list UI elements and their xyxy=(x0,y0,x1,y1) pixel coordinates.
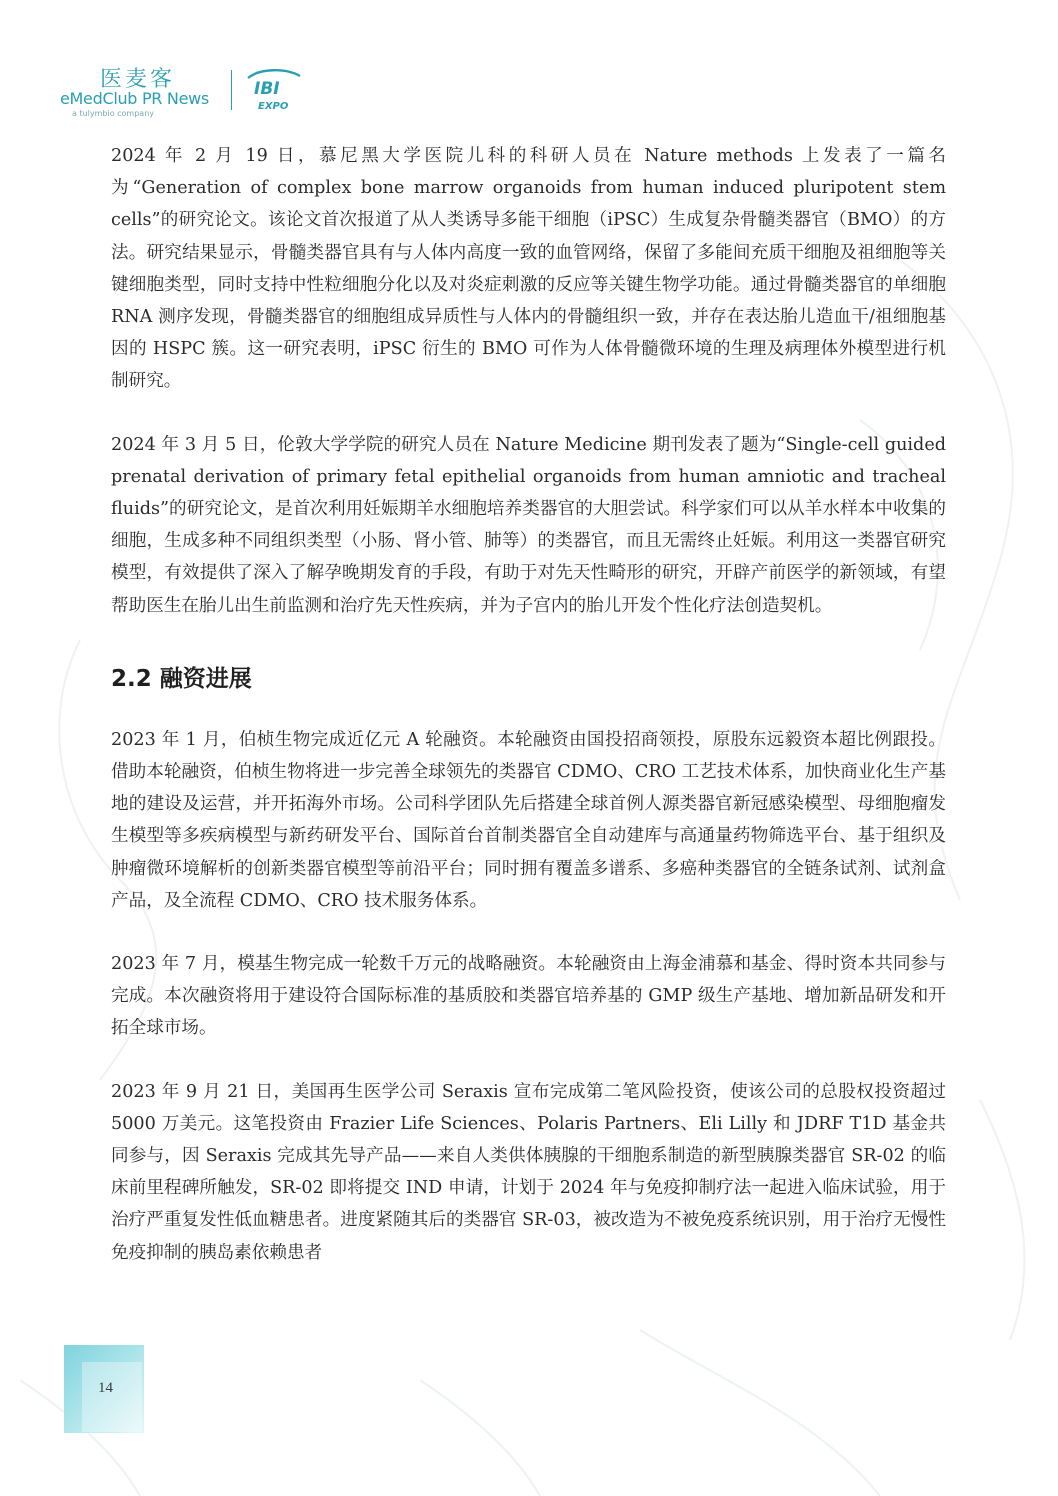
main-content xyxy=(111,140,946,1269)
paragraph-financing-jul: 2023 年 7 月，模基生物完成一轮数千万元的战略融资。本轮融资由上海金浦慕和基金、得时资本共同参与完成。本次融资将用于建设符合国际标准的基质胶和类器官培养基的 GMP 级生产基地、增加新品研发和开拓全球市场。 xyxy=(111,954,946,1039)
logo-subtitle: a tulymbio company xyxy=(72,109,155,118)
page-number-decor-inner xyxy=(82,1362,142,1432)
logo-chinese-name: 医麦客 xyxy=(100,67,176,92)
paragraph-bone-marrow-organoids: 2024 年 2 月 19 日，慕尼黑大学医院儿科的科研人员在 Nature methods 上发表了一篇名为“Generation of complex bone marrow organoids from human induced pluripotent stem cells”的研究论文。该论文首次报道了从人类诱导多能干细胞（iPSC）生成复杂骨髓类器官（BMO）的方法。研究结果显示，骨髓类器官具有与人体内高度一致的血管网络，保留了多能间充质干细胞及祖细胞等关键细胞类型，同时支持中性粒细胞分化以及对炎症刺激的反应等关键生物学功能。通过骨髓类器官的单细胞 RNA 测序发现，骨髓类器官的细胞组成异质性与人体内的骨髓组织一致，并存在表达胎儿造血干/祖细胞基因的 HSPC 簇。这一研究表明，iPSC 衍生的 BMO 可作为人体骨髓微环境的生理及病理体外模型进行机制研究。 xyxy=(111,146,946,392)
paragraph-financing-sep: 2023 年 9 月 21 日，美国再生医学公司 Seraxis 宣布完成第二笔风险投资，使该公司的总股权投资超过 5000 万美元。这笔投资由 Frazier Life Sciences、Polaris Partners、Eli Lilly 和 JDRF T1D 基金共同参与，因 Seraxis 完成其先导产品——来自人类供体胰腺的干细胞系制造的新型胰腺类器官 SR-02 的临床前里程碑所触发，SR-02 即将提交 IND 申请，计划于 2024 年与免疫抑制疗法一起进入临床试验，用于治疗严重复发性低血糖患者。进度紧随其后的类器官 SR-03，被改造为不被免疫系统识别，用于治疗无慢性免疫抑制的胰岛素依赖患者 xyxy=(111,1081,946,1263)
svg-text:EXPO: EXPO xyxy=(258,101,289,112)
page-number: 14 xyxy=(98,1380,113,1396)
section-title: 2.2 融资进展 xyxy=(111,665,252,692)
logo-english-name: eMedClub PR News xyxy=(60,89,209,108)
header-logo-area xyxy=(60,62,320,122)
logo-divider xyxy=(231,70,232,110)
paragraph-financing-jan: 2023 年 1 月，伯桢生物完成近亿元 A 轮融资。本轮融资由国投招商领投，原股东远毅资本超比例跟投。借助本轮融资，伯桢生物将进一步完善全球领先的类器官 CDMO、CRO 工艺技术体系，加快商业化生产基地的建设及运营，并开拓海外市场。公司科学团队先后搭建全球首例人源类器官新冠感染模型、母细胞瘤发生模型等多疾病模型与新药研发平台、国际首台首制类器官全自动建库与高通量药物筛选平台、基于组织及肿瘤微环境解析的创新类器官模型等前沿平台；同时拥有覆盖多谱系、多癌种类器官的全链条试剂、试剂盒产品，及全流程 CDMO、CRO 技术服务体系。 xyxy=(111,729,946,911)
paragraph-fetal-organoids: 2024 年 3 月 5 日，伦敦大学学院的研究人员在 Nature Medicine 期刊发表了题为“Single-cell guided prenatal derivation of primary fetal epithelial organoids from human amniotic and tracheal fluids”的研究论文，是首次利用妊娠期羊水细胞培养类器官的大胆尝试。科学家们可以从羊水样本中收集的细胞，生成多种不同组织类型（小肠、肾小管、肺等）的类器官，而且无需终止妊娠。利用这一类器官研究模型，有效提供了深入了解孕晚期发育的手段，有助于对先天性畸形的研究，开辟产前医学的新领域，有望帮助医生在胎儿出生前监测和治疗先天性疾病，并为子宫内的胎儿开发个性化疗法创造契机。 xyxy=(111,434,946,616)
ibi-expo-logo-icon xyxy=(240,64,306,114)
svg-text:IBI: IBI xyxy=(254,79,280,99)
